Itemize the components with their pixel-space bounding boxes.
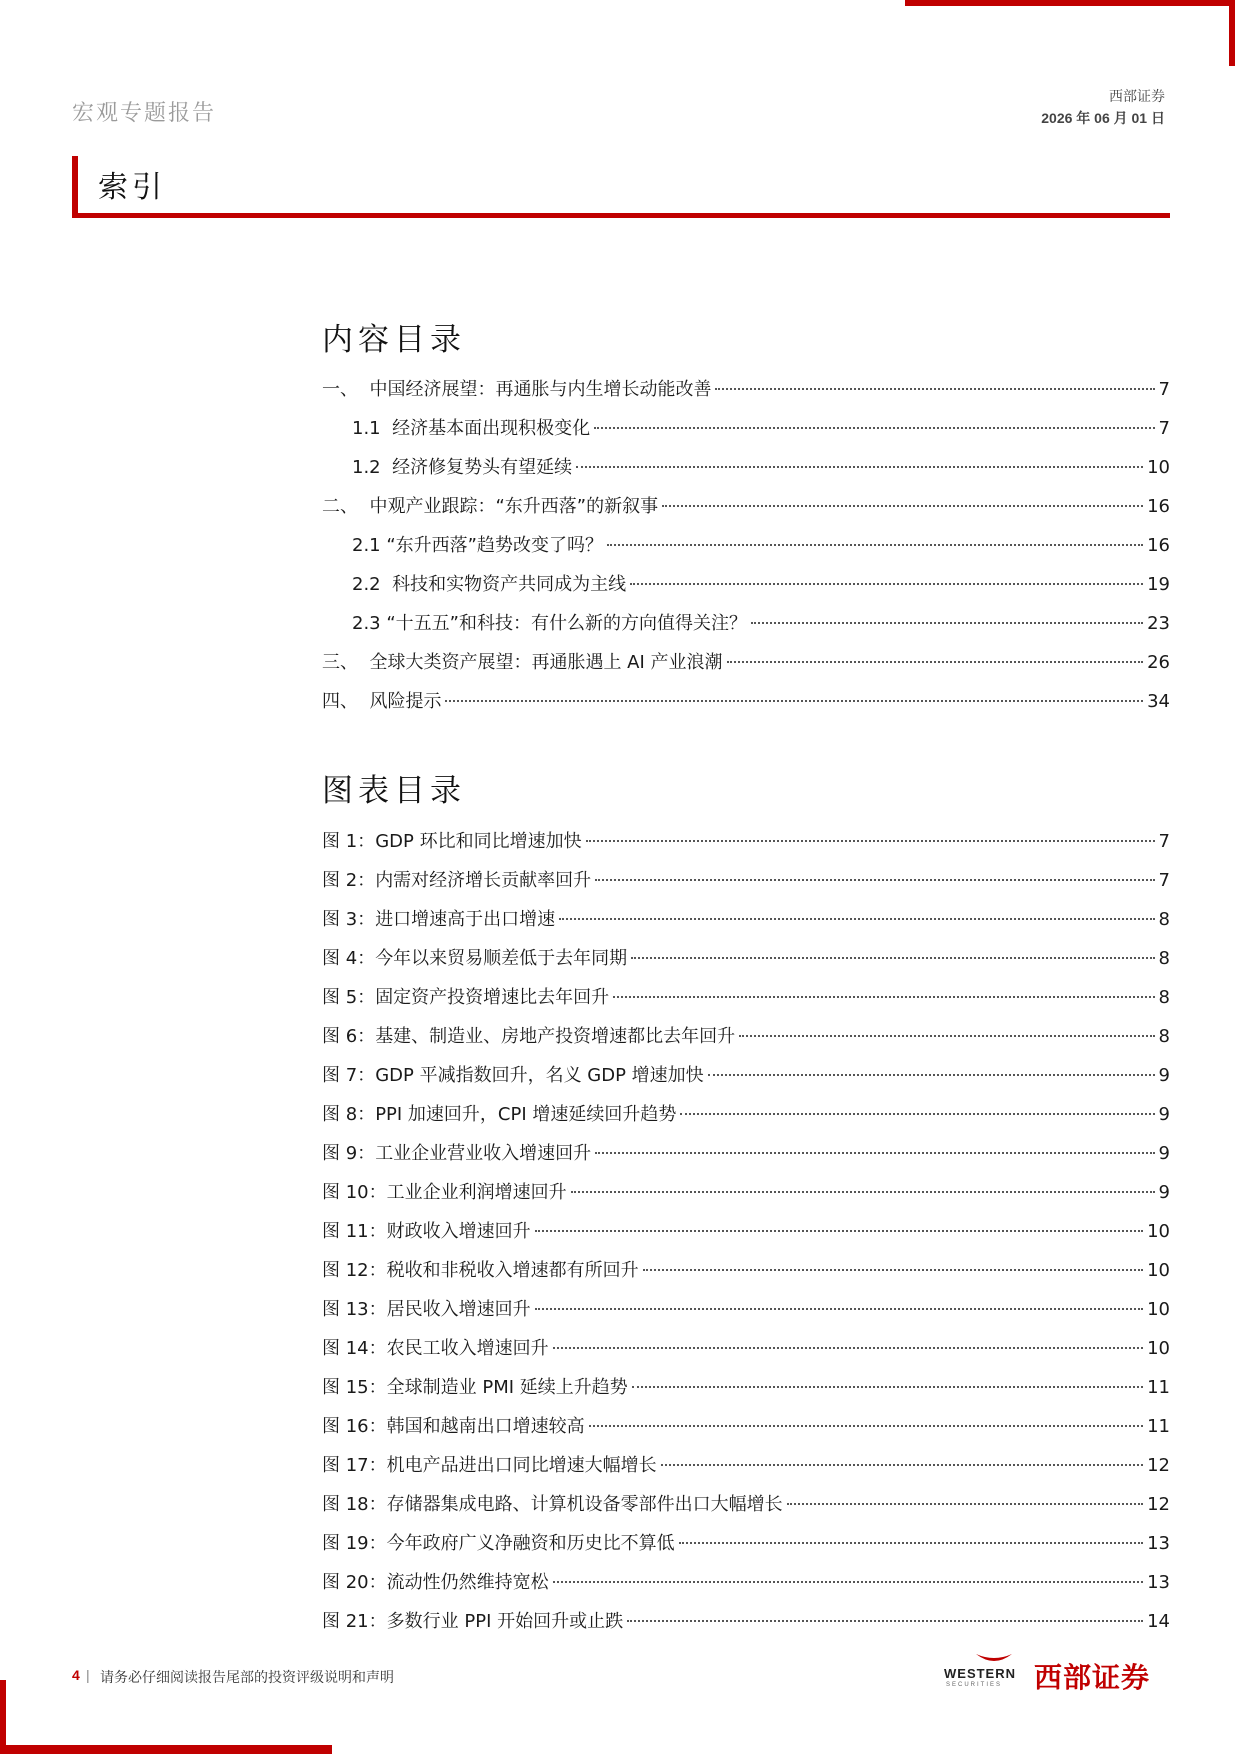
figure-entry-page: 8 bbox=[1158, 1026, 1170, 1047]
figure-entry-title: 工业企业利润增速回升 bbox=[386, 1182, 567, 1203]
dot-leader bbox=[589, 1425, 1143, 1427]
figure-entry-number: 图 20： bbox=[322, 1572, 387, 1593]
contents-entry[interactable] bbox=[322, 409, 1170, 448]
contents-entry-title: 科技和实物资产共同成为主线 bbox=[392, 574, 627, 595]
figure-entry-title: 多数行业 PPI 开始回升或止跌 bbox=[386, 1611, 624, 1632]
figure-entry[interactable] bbox=[322, 1017, 1170, 1056]
figure-entry[interactable] bbox=[322, 939, 1170, 978]
figure-entry-title: 农民工收入增速回升 bbox=[386, 1338, 549, 1359]
figure-entry-title: PPI 加速回升，CPI 增速延续回升趋势 bbox=[375, 1104, 677, 1125]
dot-leader bbox=[553, 1347, 1143, 1349]
contents-entry-number: 四、 bbox=[322, 691, 370, 712]
figure-entry-title: GDP 平减指数回升，名义 GDP 增速加快 bbox=[375, 1065, 704, 1086]
section-accent-bar bbox=[72, 156, 78, 214]
figure-entry-number: 图 12： bbox=[322, 1260, 387, 1281]
corner-decoration-bottom-horizontal bbox=[0, 1745, 332, 1754]
figure-entry[interactable] bbox=[322, 1134, 1170, 1173]
figures-list bbox=[322, 822, 1170, 1641]
figure-entry-number: 图 8： bbox=[322, 1104, 376, 1125]
contents-entry-number: 二、 bbox=[322, 496, 370, 517]
figure-entry-title: 税收和非税收入增速都有所回升 bbox=[386, 1260, 639, 1281]
footer-disclaimer: 请务必仔细阅读报告尾部的投资评级说明和声明 bbox=[100, 1669, 394, 1685]
figure-entry-page: 11 bbox=[1147, 1416, 1170, 1437]
dot-leader bbox=[630, 583, 1143, 585]
figure-entry-title: 居民收入增速回升 bbox=[386, 1299, 531, 1320]
figure-entry-page: 10 bbox=[1147, 1299, 1170, 1320]
figure-entry-number: 图 15： bbox=[322, 1377, 387, 1398]
dot-leader bbox=[595, 1152, 1154, 1154]
figure-entry-title: 进口增速高于出口增速 bbox=[375, 909, 556, 930]
contents-entry-number: 1.1 bbox=[352, 418, 393, 439]
figure-entry-number: 图 14： bbox=[322, 1338, 387, 1359]
figure-entry[interactable] bbox=[322, 1446, 1170, 1485]
figure-entry[interactable] bbox=[322, 1485, 1170, 1524]
contents-entry[interactable] bbox=[322, 604, 1170, 643]
contents-entry[interactable] bbox=[322, 643, 1170, 682]
figure-entry-page: 9 bbox=[1158, 1182, 1170, 1203]
figure-entry[interactable] bbox=[322, 1212, 1170, 1251]
dot-leader bbox=[571, 1191, 1155, 1193]
contents-entry-title: 风险提示 bbox=[369, 691, 442, 712]
section-title: 索引 bbox=[98, 170, 166, 205]
figure-entry-page: 10 bbox=[1147, 1338, 1170, 1359]
contents-entry-page: 34 bbox=[1147, 691, 1170, 712]
contents-entry-title: “十五五”和科技：有什么新的方向值得关注？ bbox=[386, 613, 748, 634]
figure-entry-title: 今年以来贸易顺差低于去年同期 bbox=[375, 948, 628, 969]
figure-entry-page: 9 bbox=[1158, 1104, 1170, 1125]
figure-entry[interactable] bbox=[322, 1290, 1170, 1329]
logo-english-subtitle: SECURITIES bbox=[946, 1682, 1003, 1688]
report-type: 宏观专题报告 bbox=[72, 101, 217, 126]
figure-entry-title: 基建、制造业、房地产投资增速都比去年回升 bbox=[375, 1026, 736, 1047]
dot-leader bbox=[613, 996, 1154, 998]
figure-entry-page: 9 bbox=[1158, 1065, 1170, 1086]
figure-entry-number: 图 16： bbox=[322, 1416, 387, 1437]
figure-entry-page: 13 bbox=[1147, 1572, 1170, 1593]
figure-entry-page: 11 bbox=[1147, 1377, 1170, 1398]
figure-entry-number: 图 19： bbox=[322, 1533, 387, 1554]
corner-decoration-top-vertical bbox=[1229, 0, 1235, 66]
figure-entry[interactable] bbox=[322, 1407, 1170, 1446]
figure-entry-number: 图 5： bbox=[322, 987, 376, 1008]
figure-entry-page: 7 bbox=[1158, 870, 1170, 891]
figure-entry-title: 固定资产投资增速比去年回升 bbox=[375, 987, 610, 1008]
dot-leader bbox=[594, 427, 1154, 429]
dot-leader bbox=[535, 1308, 1143, 1310]
figure-entry[interactable] bbox=[322, 1563, 1170, 1602]
figure-entry-title: 内需对经济增长贡献率回升 bbox=[375, 870, 592, 891]
figure-entry[interactable] bbox=[322, 1329, 1170, 1368]
contents-entry-number: 2.3 bbox=[352, 613, 387, 634]
contents-entry-page: 23 bbox=[1147, 613, 1170, 634]
contents-entry-page: 7 bbox=[1158, 379, 1170, 400]
contents-entry[interactable] bbox=[322, 448, 1170, 487]
figure-entry-number: 图 11： bbox=[322, 1221, 387, 1242]
dot-leader bbox=[727, 661, 1144, 663]
figure-entry-title: 流动性仍然维持宽松 bbox=[386, 1572, 549, 1593]
dot-leader bbox=[679, 1542, 1143, 1544]
figure-entry-number: 图 6： bbox=[322, 1026, 376, 1047]
figure-entry-title: 全球制造业 PMI 延续上升趋势 bbox=[386, 1377, 628, 1398]
header-brand: 西部证券 bbox=[1109, 88, 1165, 104]
figure-entry-page: 14 bbox=[1147, 1611, 1170, 1632]
report-date: 2026 年 06 月 01 日 bbox=[1041, 110, 1165, 126]
dot-leader bbox=[553, 1581, 1143, 1583]
dot-leader bbox=[627, 1620, 1143, 1622]
figure-entry-page: 13 bbox=[1147, 1533, 1170, 1554]
dot-leader bbox=[631, 957, 1154, 959]
figure-entry-page: 7 bbox=[1158, 831, 1170, 852]
figure-entry[interactable] bbox=[322, 1251, 1170, 1290]
logo-english-name: WESTERN bbox=[944, 1666, 1016, 1681]
contents-entry-title: 中国经济展望：再通胀与内生增长动能改善 bbox=[369, 379, 712, 400]
bull-horn-icon bbox=[974, 1652, 1014, 1666]
figure-entry-number: 图 1： bbox=[322, 831, 376, 852]
corner-decoration-top-horizontal bbox=[905, 0, 1235, 6]
dot-leader bbox=[607, 544, 1143, 546]
contents-entry-number: 2.1 bbox=[352, 535, 387, 556]
dot-leader bbox=[787, 1503, 1143, 1505]
contents-entry-page: 10 bbox=[1147, 457, 1170, 478]
figure-entry-number: 图 10： bbox=[322, 1182, 387, 1203]
contents-entry-page: 26 bbox=[1147, 652, 1170, 673]
figure-entry[interactable] bbox=[322, 1056, 1170, 1095]
figure-entry[interactable] bbox=[322, 1173, 1170, 1212]
figure-entry-page: 8 bbox=[1158, 987, 1170, 1008]
figure-entry-number: 图 7： bbox=[322, 1065, 376, 1086]
figure-entry-title: 机电产品进出口同比增速大幅增长 bbox=[386, 1455, 657, 1476]
dot-leader bbox=[662, 505, 1143, 507]
figure-entry-title: 韩国和越南出口增速较高 bbox=[386, 1416, 585, 1437]
figure-entry[interactable] bbox=[322, 1095, 1170, 1134]
figure-entry-title: 工业企业营业收入增速回升 bbox=[375, 1143, 592, 1164]
logo-chinese-name: 西部证券 bbox=[1034, 1661, 1151, 1694]
figure-entry[interactable] bbox=[322, 978, 1170, 1017]
figure-entry-number: 图 9： bbox=[322, 1143, 376, 1164]
figure-entry-number: 图 21： bbox=[322, 1611, 387, 1632]
contents-entry-number: 2.2 bbox=[352, 574, 393, 595]
figure-entry[interactable] bbox=[322, 1524, 1170, 1563]
figure-entry[interactable] bbox=[322, 1602, 1170, 1641]
company-logo bbox=[944, 1652, 1169, 1698]
dot-leader bbox=[576, 466, 1143, 468]
figure-entry-page: 10 bbox=[1147, 1221, 1170, 1242]
dot-leader bbox=[708, 1074, 1155, 1076]
contents-entry[interactable] bbox=[322, 682, 1170, 721]
dot-leader bbox=[586, 840, 1155, 842]
contents-entry[interactable] bbox=[322, 370, 1170, 409]
figure-entry-title: GDP 环比和同比增速加快 bbox=[375, 831, 582, 852]
figure-entry-number: 图 17： bbox=[322, 1455, 387, 1476]
figure-entry-number: 图 4： bbox=[322, 948, 376, 969]
contents-entry-number: 一、 bbox=[322, 379, 370, 400]
figure-entry[interactable] bbox=[322, 861, 1170, 900]
contents-entry[interactable] bbox=[322, 526, 1170, 565]
contents-entry-page: 16 bbox=[1147, 535, 1170, 556]
figure-entry[interactable] bbox=[322, 900, 1170, 939]
figure-entry-page: 9 bbox=[1158, 1143, 1170, 1164]
dot-leader bbox=[595, 879, 1154, 881]
figure-entry-number: 图 13： bbox=[322, 1299, 387, 1320]
contents-entry-number: 三、 bbox=[322, 652, 370, 673]
figure-entry-title: 财政收入增速回升 bbox=[386, 1221, 531, 1242]
figure-entry[interactable] bbox=[322, 1368, 1170, 1407]
figure-entry-title: 今年政府广义净融资和历史比不算低 bbox=[386, 1533, 675, 1554]
figure-entry-number: 图 2： bbox=[322, 870, 376, 891]
figure-entry-number: 图 18： bbox=[322, 1494, 387, 1515]
dot-leader bbox=[643, 1269, 1143, 1271]
figure-entry-page: 8 bbox=[1158, 909, 1170, 930]
figure-entry-page: 10 bbox=[1147, 1260, 1170, 1281]
contents-entry[interactable] bbox=[322, 487, 1170, 526]
corner-decoration-bottom-vertical bbox=[0, 1680, 6, 1754]
dot-leader bbox=[559, 918, 1154, 920]
contents-entry-title: 全球大类资产展望：再通胀遇上 AI 产业浪潮 bbox=[369, 652, 723, 673]
figures-heading: 图表目录 bbox=[322, 773, 466, 809]
dot-leader bbox=[632, 1386, 1143, 1388]
contents-entry-page: 16 bbox=[1147, 496, 1170, 517]
contents-list bbox=[322, 370, 1170, 721]
contents-entry-page: 7 bbox=[1158, 418, 1170, 439]
dot-leader bbox=[739, 1035, 1154, 1037]
figure-entry-page: 8 bbox=[1158, 948, 1170, 969]
dot-leader bbox=[661, 1464, 1143, 1466]
figure-entry[interactable] bbox=[322, 822, 1170, 861]
figure-entry-page: 12 bbox=[1147, 1455, 1170, 1476]
figure-entry-number: 图 3： bbox=[322, 909, 376, 930]
contents-entry-title: 经济修复势头有望延续 bbox=[392, 457, 573, 478]
dot-leader bbox=[445, 700, 1143, 702]
footer-page-number: 4 bbox=[72, 1667, 80, 1683]
contents-heading: 内容目录 bbox=[322, 322, 466, 358]
contents-entry-title: “东升西落”趋势改变了吗？ bbox=[386, 535, 604, 556]
footer-separator: | bbox=[86, 1667, 90, 1683]
dot-leader bbox=[751, 622, 1143, 624]
section-divider bbox=[72, 213, 1170, 218]
contents-entry-number: 1.2 bbox=[352, 457, 393, 478]
contents-entry-title: 中观产业跟踪：“东升西落”的新叙事 bbox=[369, 496, 659, 517]
dot-leader bbox=[680, 1113, 1154, 1115]
contents-entry-page: 19 bbox=[1147, 574, 1170, 595]
dot-leader bbox=[715, 388, 1154, 390]
figure-entry-title: 存储器集成电路、计算机设备零部件出口大幅增长 bbox=[386, 1494, 783, 1515]
contents-entry[interactable] bbox=[322, 565, 1170, 604]
figure-entry-page: 12 bbox=[1147, 1494, 1170, 1515]
dot-leader bbox=[535, 1230, 1143, 1232]
contents-entry-title: 经济基本面出现积极变化 bbox=[392, 418, 591, 439]
